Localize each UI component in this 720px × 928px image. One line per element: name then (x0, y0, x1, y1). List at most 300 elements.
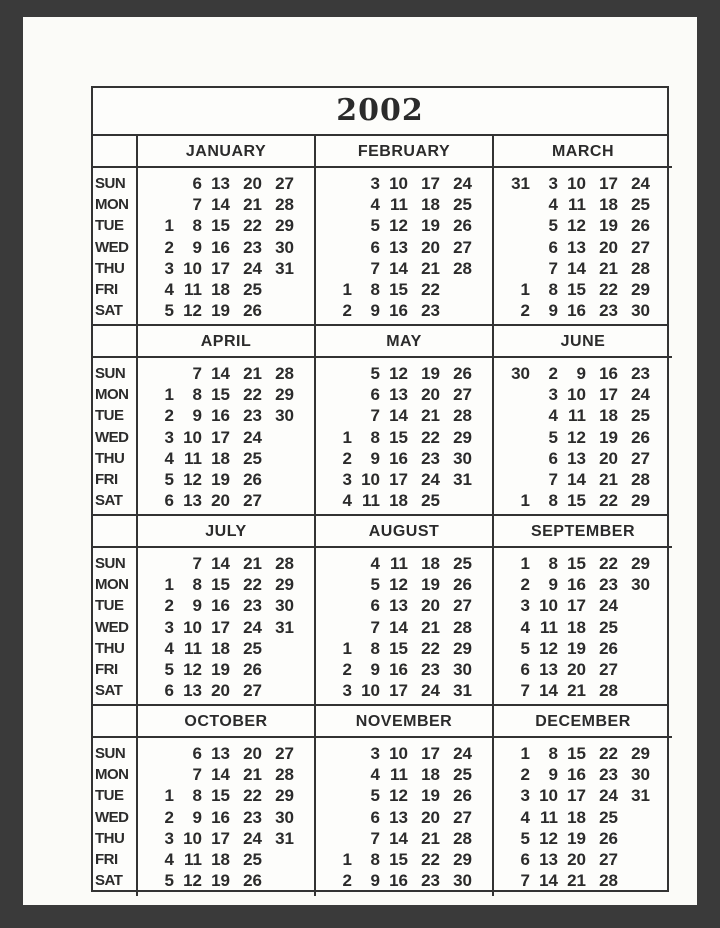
day-number: 24 (599, 596, 618, 616)
day-number: 10 (183, 828, 202, 848)
month-name: SEPTEMBER (494, 516, 672, 548)
day-number: 29 (453, 638, 472, 658)
day-number: 11 (390, 195, 408, 215)
day-number: 16 (389, 301, 408, 321)
day-number: 13 (567, 237, 586, 257)
day-number: 10 (539, 596, 558, 616)
day-number: 30 (275, 596, 294, 616)
day-number: 30 (453, 660, 472, 679)
day-number: 29 (275, 216, 294, 236)
day-number: 9 (370, 660, 380, 679)
weekday-header-blank (93, 136, 136, 168)
weekday-header-blank (93, 706, 136, 738)
day-number: 1 (520, 744, 530, 763)
day-number: 25 (243, 638, 262, 658)
day-number: 27 (275, 174, 294, 193)
day-number: 17 (567, 786, 586, 806)
day-number: 6 (370, 807, 380, 827)
day-number: 30 (511, 364, 530, 383)
day-grid (316, 548, 492, 701)
weekday-label: WED (95, 808, 129, 826)
day-number: 18 (567, 807, 586, 827)
day-number: 10 (389, 174, 408, 193)
day-number: 31 (275, 617, 294, 637)
day-number: 15 (211, 786, 230, 806)
weekday-column (93, 516, 138, 704)
day-number: 23 (421, 448, 440, 468)
month-name: MARCH (494, 136, 672, 168)
day-number: 20 (421, 807, 440, 827)
day-number: 4 (548, 406, 558, 426)
weekday-label: TUE (95, 217, 124, 235)
day-number: 12 (539, 638, 558, 658)
day-grid (494, 548, 672, 701)
day-number: 19 (211, 470, 230, 489)
day-number: 1 (164, 575, 174, 595)
day-number: 16 (567, 765, 586, 785)
day-number: 3 (370, 744, 380, 763)
day-number: 20 (599, 237, 618, 257)
day-number: 5 (164, 301, 174, 321)
day-number: 21 (599, 258, 618, 278)
day-number: 9 (192, 807, 202, 827)
day-number: 12 (183, 660, 202, 679)
day-number: 29 (631, 280, 650, 299)
weekday-label: FRI (95, 661, 118, 678)
day-number: 7 (520, 681, 530, 701)
day-number: 4 (520, 807, 530, 827)
day-number: 10 (389, 744, 408, 763)
day-number: 21 (421, 617, 440, 637)
day-number: 28 (453, 617, 472, 637)
day-number: 16 (389, 660, 408, 679)
day-number: 7 (548, 470, 558, 489)
day-number: 26 (243, 660, 262, 679)
day-number: 11 (568, 195, 586, 215)
day-number: 29 (275, 786, 294, 806)
day-number: 9 (370, 301, 380, 321)
day-number: 10 (539, 786, 558, 806)
weekday-label: FRI (95, 281, 118, 298)
day-number: 13 (567, 448, 586, 468)
day-number: 27 (453, 385, 472, 405)
day-number: 2 (342, 660, 352, 679)
day-number: 9 (548, 765, 558, 785)
day-number: 26 (599, 638, 618, 658)
day-number: 28 (599, 681, 618, 701)
day-number: 26 (453, 216, 472, 236)
day-number: 3 (548, 385, 558, 405)
day-number: 28 (275, 364, 294, 383)
day-number: 6 (520, 660, 530, 679)
day-number: 24 (243, 828, 262, 848)
day-number: 20 (421, 385, 440, 405)
day-number: 20 (567, 850, 586, 869)
weekday-header-blank (93, 516, 136, 548)
day-number: 24 (631, 174, 650, 193)
day-number: 15 (389, 850, 408, 869)
day-number: 17 (567, 596, 586, 616)
day-number: 4 (342, 491, 352, 511)
day-number: 26 (243, 470, 262, 489)
day-number: 13 (389, 385, 408, 405)
day-number: 10 (361, 470, 380, 489)
day-number: 14 (389, 617, 408, 637)
day-number: 5 (370, 216, 380, 236)
month-block (138, 326, 316, 514)
day-number: 8 (548, 280, 558, 299)
day-number: 11 (184, 280, 202, 299)
day-number: 1 (520, 554, 530, 573)
day-number: 5 (164, 660, 174, 679)
day-number: 25 (453, 195, 472, 215)
day-number: 3 (164, 617, 174, 637)
day-number: 15 (389, 280, 408, 299)
day-number: 4 (370, 195, 380, 215)
day-number: 21 (567, 871, 586, 891)
weekday-label: MON (95, 766, 129, 784)
day-number: 4 (520, 617, 530, 637)
day-number: 8 (370, 427, 380, 447)
day-number: 15 (567, 491, 586, 511)
day-number: 20 (599, 448, 618, 468)
day-number: 11 (184, 638, 202, 658)
month-name: JANUARY (138, 136, 314, 168)
day-number: 2 (342, 448, 352, 468)
day-number: 5 (370, 575, 380, 595)
day-number: 24 (243, 427, 262, 447)
day-number: 6 (164, 681, 174, 701)
day-number: 22 (599, 554, 618, 573)
day-number: 15 (567, 554, 586, 573)
day-number: 6 (548, 237, 558, 257)
day-number: 26 (631, 427, 650, 447)
month-block (316, 136, 494, 324)
weekday-label: THU (95, 449, 125, 467)
day-number: 13 (389, 807, 408, 827)
day-number: 12 (183, 871, 202, 891)
day-number: 10 (183, 427, 202, 447)
day-number: 26 (453, 364, 472, 383)
day-number: 19 (567, 638, 586, 658)
day-number: 13 (183, 681, 202, 701)
day-grid (316, 168, 492, 321)
day-number: 23 (599, 765, 618, 785)
day-number: 3 (520, 786, 530, 806)
day-number: 5 (520, 638, 530, 658)
day-number: 21 (243, 554, 262, 573)
day-number: 11 (540, 617, 558, 637)
month-name: NOVEMBER (316, 706, 492, 738)
day-number: 11 (184, 850, 202, 869)
day-number: 4 (164, 850, 174, 869)
day-grid (316, 738, 492, 891)
day-number: 23 (243, 807, 262, 827)
day-number: 27 (453, 596, 472, 616)
day-number: 2 (548, 364, 558, 383)
weekday-label: FRI (95, 851, 118, 868)
day-number: 23 (599, 301, 618, 321)
day-number: 15 (389, 427, 408, 447)
month-block (138, 136, 316, 324)
day-number: 29 (453, 427, 472, 447)
day-number: 13 (389, 237, 408, 257)
weekday-label: SUN (95, 555, 126, 572)
day-number: 5 (164, 871, 174, 891)
weekday-label: SUN (95, 745, 126, 762)
day-number: 22 (421, 427, 440, 447)
day-number: 10 (183, 258, 202, 278)
day-number: 27 (631, 448, 650, 468)
weekday-label: THU (95, 639, 125, 657)
day-number: 17 (421, 174, 440, 193)
day-number: 13 (211, 744, 230, 763)
day-number: 5 (548, 216, 558, 236)
day-number: 15 (211, 385, 230, 405)
day-number: 12 (389, 786, 408, 806)
day-number: 2 (342, 301, 352, 321)
day-grid (494, 738, 672, 891)
day-number: 27 (243, 491, 262, 511)
day-number: 18 (421, 765, 440, 785)
day-number: 8 (192, 385, 202, 405)
quarter-2 (93, 326, 667, 516)
day-number: 1 (342, 850, 352, 869)
day-number: 3 (548, 174, 558, 193)
day-number: 14 (389, 258, 408, 278)
weekday-label: TUE (95, 787, 124, 805)
day-number: 24 (243, 258, 262, 278)
month-name: AUGUST (316, 516, 492, 548)
day-number: 29 (631, 744, 650, 763)
day-number: 9 (548, 301, 558, 321)
day-number: 19 (421, 364, 440, 383)
day-number: 1 (342, 638, 352, 658)
day-number: 14 (567, 470, 586, 489)
day-number: 30 (275, 237, 294, 257)
day-number: 26 (243, 871, 262, 891)
day-number: 25 (243, 280, 262, 299)
day-number: 27 (243, 681, 262, 701)
day-number: 9 (370, 448, 380, 468)
weekday-label: SUN (95, 365, 126, 382)
weekday-label: SAT (95, 302, 123, 320)
day-number: 27 (599, 660, 618, 679)
day-number: 25 (453, 554, 472, 573)
day-number: 17 (211, 258, 230, 278)
day-number: 9 (192, 596, 202, 616)
day-number: 8 (370, 638, 380, 658)
day-number: 8 (548, 491, 558, 511)
day-number: 25 (599, 617, 618, 637)
day-number: 6 (192, 174, 202, 193)
day-number: 5 (370, 786, 380, 806)
day-number: 21 (567, 681, 586, 701)
day-number: 6 (548, 448, 558, 468)
day-number: 16 (211, 596, 230, 616)
day-number: 14 (211, 195, 230, 215)
day-number: 21 (243, 195, 262, 215)
day-number: 20 (211, 681, 230, 701)
day-number: 14 (539, 681, 558, 701)
day-number: 16 (211, 237, 230, 257)
day-grid (494, 358, 672, 511)
day-number: 7 (520, 871, 530, 891)
day-number: 20 (421, 596, 440, 616)
day-number: 8 (192, 575, 202, 595)
weekday-label: THU (95, 259, 125, 277)
day-number: 21 (421, 406, 440, 426)
day-number: 27 (453, 807, 472, 827)
day-number: 8 (548, 554, 558, 573)
day-number: 17 (421, 744, 440, 763)
day-number: 2 (164, 406, 174, 426)
day-number: 20 (567, 660, 586, 679)
day-number: 5 (520, 828, 530, 848)
day-grid (316, 358, 492, 511)
day-number: 29 (631, 491, 650, 511)
day-number: 17 (389, 470, 408, 489)
year-title: 2002 (93, 88, 667, 136)
day-number: 19 (421, 786, 440, 806)
day-number: 12 (389, 216, 408, 236)
weekday-column (93, 326, 138, 514)
month-block (494, 326, 672, 514)
day-number: 4 (370, 554, 380, 573)
month-name: FEBRUARY (316, 136, 492, 168)
day-number: 22 (243, 575, 262, 595)
day-number: 24 (421, 470, 440, 489)
day-number: 14 (389, 828, 408, 848)
day-number: 26 (243, 301, 262, 321)
day-number: 25 (243, 448, 262, 468)
day-number: 1 (342, 280, 352, 299)
weekday-column (93, 706, 138, 896)
day-number: 28 (599, 871, 618, 891)
weekday-label: TUE (95, 597, 124, 615)
day-number: 7 (192, 765, 202, 785)
day-number: 18 (599, 406, 618, 426)
day-number: 4 (548, 195, 558, 215)
day-number: 15 (567, 280, 586, 299)
day-number: 20 (421, 237, 440, 257)
day-number: 13 (539, 850, 558, 869)
day-number: 22 (243, 786, 262, 806)
day-number: 2 (164, 596, 174, 616)
day-number: 15 (211, 575, 230, 595)
day-number: 12 (183, 470, 202, 489)
day-number: 9 (192, 406, 202, 426)
day-number: 16 (599, 364, 618, 383)
day-number: 17 (211, 617, 230, 637)
day-number: 18 (599, 195, 618, 215)
day-number: 21 (243, 364, 262, 383)
day-number: 22 (243, 385, 262, 405)
day-number: 7 (192, 195, 202, 215)
day-number: 7 (548, 258, 558, 278)
day-number: 21 (243, 765, 262, 785)
day-number: 20 (243, 174, 262, 193)
day-number: 13 (539, 660, 558, 679)
day-number: 4 (164, 448, 174, 468)
day-number: 4 (164, 280, 174, 299)
day-number: 11 (568, 406, 586, 426)
day-number: 18 (421, 554, 440, 573)
day-number: 8 (192, 786, 202, 806)
day-number: 29 (453, 850, 472, 869)
day-number: 18 (211, 638, 230, 658)
day-number: 11 (362, 491, 380, 511)
day-number: 14 (539, 871, 558, 891)
day-number: 22 (421, 850, 440, 869)
day-number: 30 (275, 406, 294, 426)
day-number: 25 (599, 807, 618, 827)
day-number: 31 (275, 258, 294, 278)
day-number: 13 (183, 491, 202, 511)
day-number: 11 (540, 807, 558, 827)
weekday-header-blank (93, 326, 136, 358)
day-number: 1 (164, 216, 174, 236)
day-number: 14 (389, 406, 408, 426)
month-name: JULY (138, 516, 314, 548)
day-number: 3 (164, 828, 174, 848)
day-number: 2 (342, 871, 352, 891)
day-number: 2 (520, 301, 530, 321)
weekday-label: WED (95, 428, 129, 446)
day-number: 14 (567, 258, 586, 278)
day-number: 14 (211, 765, 230, 785)
day-number: 19 (421, 575, 440, 595)
day-number: 23 (243, 237, 262, 257)
day-number: 19 (599, 427, 618, 447)
day-number: 10 (567, 174, 586, 193)
day-number: 24 (631, 385, 650, 405)
day-number: 27 (453, 237, 472, 257)
day-number: 27 (599, 850, 618, 869)
day-number: 30 (631, 301, 650, 321)
day-number: 17 (599, 174, 618, 193)
day-number: 19 (211, 301, 230, 321)
day-number: 20 (243, 744, 262, 763)
day-number: 10 (361, 681, 380, 701)
day-number: 18 (211, 448, 230, 468)
day-number: 12 (567, 216, 586, 236)
day-number: 6 (370, 596, 380, 616)
day-number: 25 (421, 491, 440, 511)
day-number: 28 (275, 765, 294, 785)
day-number: 24 (421, 681, 440, 701)
day-number: 13 (389, 596, 408, 616)
day-number: 23 (421, 871, 440, 891)
day-number: 9 (192, 237, 202, 257)
day-number: 16 (211, 406, 230, 426)
day-number: 22 (599, 280, 618, 299)
day-number: 7 (370, 828, 380, 848)
day-number: 3 (164, 427, 174, 447)
weekday-label: SAT (95, 682, 123, 700)
day-number: 30 (275, 807, 294, 827)
day-number: 23 (243, 596, 262, 616)
day-number: 14 (211, 364, 230, 383)
day-number: 26 (631, 216, 650, 236)
day-number: 25 (631, 406, 650, 426)
day-grid (138, 168, 314, 321)
day-number: 24 (453, 744, 472, 763)
day-number: 23 (421, 660, 440, 679)
day-number: 29 (275, 385, 294, 405)
day-number: 15 (567, 744, 586, 763)
day-number: 30 (631, 765, 650, 785)
